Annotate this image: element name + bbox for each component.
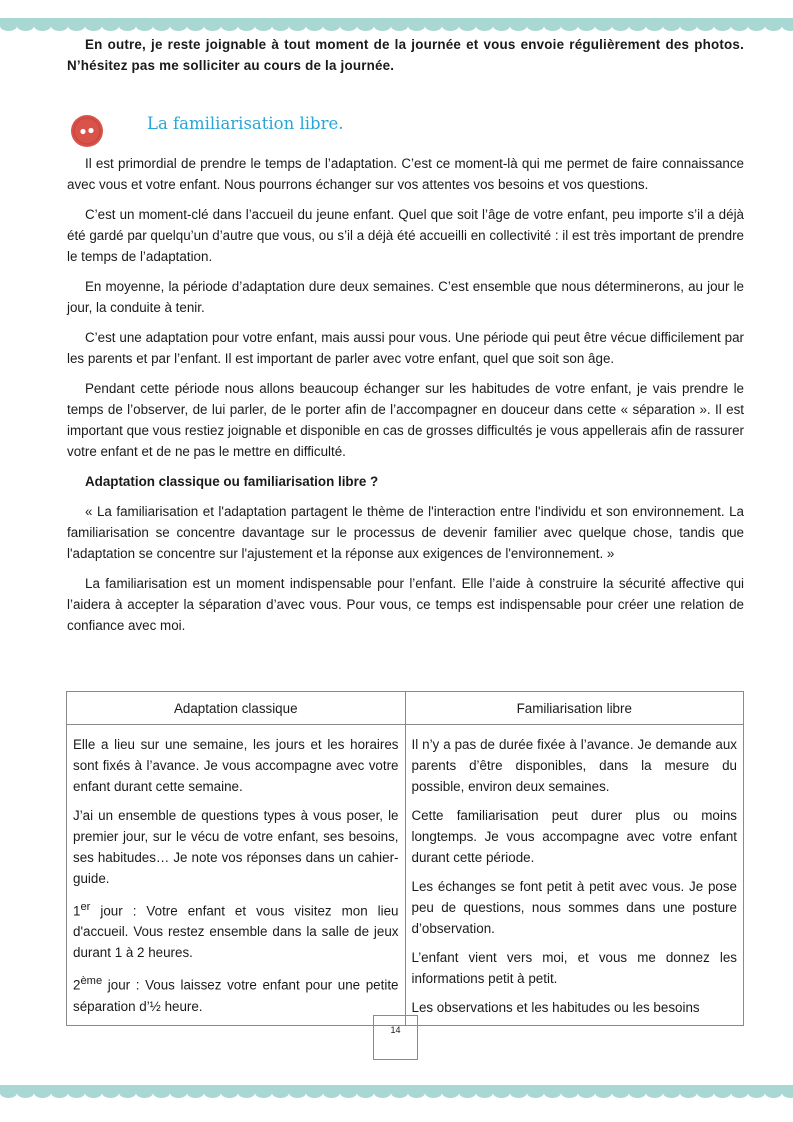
section-title: La familiarisation libre. [147, 114, 344, 133]
paragraph: Il est primordial de prendre le temps de l’adaptation. C’est ce moment-là qui me permet de faire connaissance avec vous et votre enfant. Nous pourrons échanger sur vos attentes vos besoins et vos questions. [67, 156, 744, 192]
ordinal-suffix: er [80, 901, 91, 913]
table-header-row [67, 692, 744, 725]
table-row [67, 725, 744, 1026]
cell-paragraph: Les échanges se font petit à petit avec vous. Je pose peu de questions, nous sommes dans une posture d’observation. [411, 879, 737, 936]
day-number: 2 [73, 977, 81, 993]
paragraph: La familiarisation est un moment indispensable pour l’enfant. Elle l’aide à construire la sécurité affective qui l’aidera à accepter la séparation d’avec vous. Pour vous, ce temps est indispensable pour créer une relation de confiance avec moi. [67, 576, 744, 633]
intro-text-block [67, 34, 744, 76]
cell-paragraph: Il n’y a pas de durée fixée à l’avance. Je demande aux parents d’être disponibles, dans la mesure du possible, environ deux semaines. [411, 737, 737, 794]
cell-paragraph: Cette familiarisation peut durer plus ou moins longtemps. Je vous accompagne avec votre enfant durant cette période. [411, 808, 737, 865]
quote-paragraph: « La familiarisation et l'adaptation partagent le thème de l'interaction entre l'individu et son environnement. La familiarisation se concentre davantage sur le processus de devenir familier avec quelque chose, tandis que l'adaptation se concentre sur l'ajustement et la réponse aux exigences de l'environnement. » [67, 504, 744, 561]
page-number: 14 [373, 1015, 418, 1060]
paragraph: En moyenne, la période d’adaptation dure deux semaines. C’est ensemble que nous déterminerons, au jour le jour, la conduite à tenir. [67, 279, 744, 315]
cell-paragraph: Les observations et les habitudes ou les besoins [411, 1000, 700, 1015]
cell-adaptation-classique [67, 725, 406, 1026]
ordinal-suffix: ème [80, 975, 103, 988]
cell-familiarisation-libre [405, 725, 744, 1026]
cell-paragraph-day1 [73, 897, 399, 963]
button-icon [70, 114, 104, 148]
body-text [67, 153, 744, 645]
paragraph: C’est un moment-clé dans l’accueil du jeune enfant. Quel que soit l’âge de votre enfant, peu importe s’il a déjà été gardé par quelqu’un d’autre que vous, ou s’il a déjà été accueilli en collectivité : il est très important de prendre le temps de l’adaptation. [67, 207, 744, 264]
day-text: jour : Vous laissez votre enfant pour une petite séparation d’½ heure. [73, 977, 399, 1014]
intro-paragraph: En outre, je reste joignable à tout moment de la journée et vous envoie régulièrement des photos. N’hésitez pas me solliciter au cours de la journée. [67, 37, 744, 73]
paragraph: Pendant cette période nous allons beaucoup échanger sur les habitudes de votre enfant, je vais prendre le temps de l’observer, de lui parler, de le porter afin de l’accompagner en douceur dans cette « séparation ». Il est important que vous restiez joignable et disponible en cas de grosses difficultés je vous appellerais afin de rassurer votre enfant et de ne pas le mettre en difficulté. [67, 381, 744, 459]
day-number: 1 [73, 903, 81, 919]
day-text: jour : Votre enfant et vous visitez mon lieu d'accueil. Vous restez ensemble dans la salle de jeux durant 1 à 2 heures. [73, 903, 399, 961]
paragraph: C’est une adaptation pour votre enfant, mais aussi pour vous. Une période qui peut être vécue difficilement par les parents et par l’enfant. Il est important de parler avec votre enfant, quel que soit son âge. [67, 330, 744, 366]
scallop-border-bottom [0, 1085, 793, 1101]
scallop-border-top [0, 18, 793, 34]
cell-paragraph: Elle a lieu sur une semaine, les jours et les horaires sont fixés à l’avance. Je vous accompagne avec votre enfant durant cette semaine. [73, 737, 399, 794]
section-header [68, 110, 748, 150]
column-header-adaptation: Adaptation classique [67, 692, 406, 725]
column-header-familiarisation: Familiarisation libre [405, 692, 744, 725]
cell-paragraph: L’enfant vient vers moi, et vous me donnez les informations petit à petit. [411, 950, 737, 986]
cell-paragraph: J’ai un ensemble de questions types à vous poser, le premier jour, sur le vécu de votre enfant, ses besoins, ses habitudes… Je note vos réponses dans un cahier-guide. [73, 808, 399, 886]
comparison-table [66, 691, 744, 1026]
subheading: Adaptation classique ou familiarisation libre ? [85, 474, 379, 489]
cell-paragraph-day2 [73, 971, 399, 1016]
